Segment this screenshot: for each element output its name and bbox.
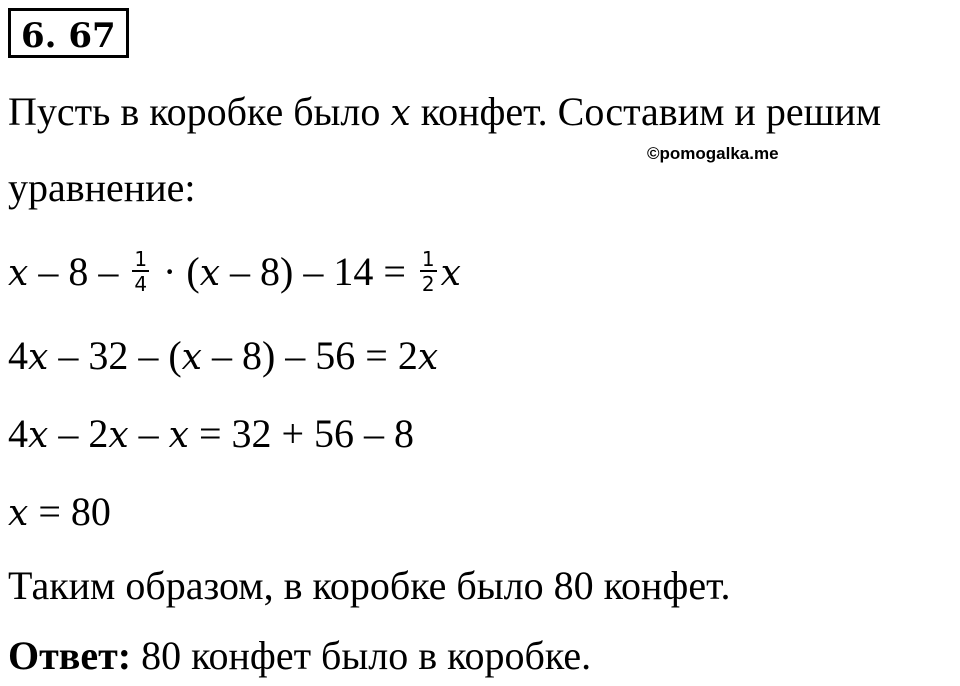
- intro-text-3: уравнение:: [8, 165, 196, 210]
- eq3-var-x: x: [168, 415, 189, 456]
- eq2-text: – 32 – (: [48, 333, 182, 378]
- eq4-var-x: x: [8, 493, 29, 534]
- eq1-text: – 8) – 14 =: [220, 249, 416, 294]
- eq3-text: –: [128, 411, 169, 456]
- eq2-var-x: x: [28, 337, 49, 378]
- fraction-denominator: 2: [421, 272, 435, 297]
- intro-text-1: Пусть в коробке было: [8, 89, 391, 134]
- eq1-var-x: x: [8, 253, 29, 294]
- variable-x: x: [390, 93, 411, 134]
- equation-1: [8, 247, 461, 298]
- answer-line: [8, 634, 591, 678]
- answer-label: Ответ:: [8, 633, 132, 678]
- eq1-var-x: x: [199, 253, 220, 294]
- watermark: ©pomogalka.me: [647, 144, 779, 163]
- equation-2: [8, 334, 438, 380]
- problem-number-box: [8, 8, 129, 58]
- eq3-text: 4: [8, 411, 28, 456]
- eq1-text: · (: [153, 249, 200, 294]
- eq3-var-x: x: [108, 415, 129, 456]
- fraction-numerator: 1: [421, 247, 435, 272]
- equation-4: [8, 490, 111, 536]
- intro-text-2: конфет. Составим и решим: [410, 89, 882, 134]
- answer-text: 80 конфет было в коробке.: [131, 633, 592, 678]
- eq1-text: – 8 –: [28, 249, 129, 294]
- conclusion-line: [8, 564, 731, 608]
- eq1-var-x: x: [440, 253, 461, 294]
- conclusion-text: Таким образом, в коробке было 80 конфет.: [8, 563, 731, 608]
- fraction-one-half: [420, 247, 437, 297]
- eq2-text: 4: [8, 333, 28, 378]
- equation-3: [8, 412, 414, 458]
- fraction-one-quarter: [132, 247, 149, 297]
- intro-line-1: [8, 90, 881, 136]
- eq4-text: = 80: [28, 489, 111, 534]
- fraction-denominator: 4: [134, 272, 148, 297]
- eq2-text: – 8) – 56 = 2: [201, 333, 418, 378]
- eq3-text: – 2: [48, 411, 109, 456]
- eq3-text: = 32 + 56 – 8: [188, 411, 415, 456]
- eq2-var-x: x: [181, 337, 202, 378]
- fraction-numerator: 1: [134, 247, 148, 272]
- intro-line-2: [8, 166, 195, 210]
- eq2-var-x: x: [417, 337, 439, 378]
- problem-number: 6. 67: [21, 16, 116, 56]
- eq3-var-x: x: [28, 415, 49, 456]
